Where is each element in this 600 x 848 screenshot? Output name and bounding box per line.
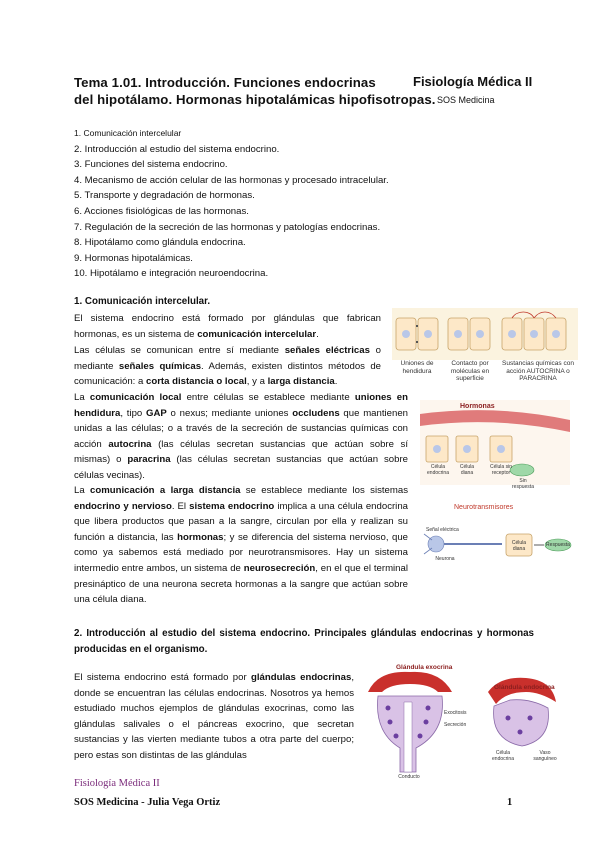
section-2-heading: 2. Introducción al estudio del sistema endocrino. Principales glándulas endocrinas y hormonas producidas en el organismo. (74, 628, 534, 655)
caption-autocrine-paracrine: Sustancias químicas con acción AUTOCRINA o PARACRINA (502, 360, 574, 382)
text-bold: señales eléctricas (284, 345, 370, 356)
page-title (74, 74, 436, 108)
text-bold: señales químicas (118, 360, 202, 372)
footer-author: SOS Medicina - Julia Vega Ortiz (74, 797, 221, 808)
toc-item: 6. Acciones fisiológicas de las hormonas. (74, 205, 249, 217)
figure-glands (360, 662, 560, 784)
text-run: ; y se diferencia del sistema nervioso, que como ya sabemos está mediado por neurotransmisores. Hay un sistema intermedio entre ambos, un sistema de (74, 531, 408, 574)
text-run: La (74, 485, 91, 496)
text-bold: sistema endocrino (189, 500, 275, 512)
caption-gap-junctions: Uniones de hendidura (400, 360, 434, 375)
text-run: (las células secretan sustancias que actúan sobre células vecinas). (74, 454, 408, 481)
text-run: que mantienen unidas a las células; o a través de la secreción de sustancias químicas con acción (74, 407, 408, 450)
label-neurona: Neurona (435, 556, 455, 562)
text-bold: hormonas (177, 531, 224, 543)
text-run: , tipo (120, 407, 147, 419)
toc-item: 10. Hipotálamo e integración neuroendocrina. (74, 268, 269, 280)
text-run: (las células secretan sustancias que actúan sobre sí mismas) o (74, 438, 408, 466)
text-bold: uniones en hendidura (74, 392, 409, 419)
toc-item: 7. Regulación de la secreción de las hormonas y patologías endocrinas. (74, 221, 381, 233)
text-run: . Además, existen distintos métodos de comunicación: a (74, 360, 382, 388)
toc-item: 8. Hipotálamo como glándula endocrina. (74, 237, 246, 249)
text-run: . (334, 376, 338, 388)
label-celula-diana: Célula diana (511, 540, 527, 552)
label-conducto: Conducto (398, 774, 420, 780)
label-secrecion: Secreción (444, 722, 467, 728)
section-1-paragraph-3 (74, 390, 408, 484)
text-run: o nexus; mediante uniones (166, 407, 293, 419)
figure-hormones (420, 400, 570, 490)
text-run: La (74, 392, 90, 403)
figure-cell-junctions (392, 308, 578, 396)
label-celula-diana: Célula diana (459, 464, 475, 476)
footer-subject: Fisiología Médica II (74, 778, 160, 789)
section-1-paragraph-1 (74, 311, 381, 342)
text-run: Las células se comunican entre sí mediante (74, 345, 285, 356)
subject-title: Fisiología Médica II (413, 74, 533, 89)
text-bold: comunicación a larga distancia (90, 485, 241, 496)
title-line-2: del hipotálamo. Hormonas hipotalámicas hipofisotropas. (74, 92, 436, 107)
author-short: SOS Medicina (437, 95, 495, 105)
text-run: se establece mediante los sistemas (240, 485, 408, 496)
text-run: El sistema endocrino está formado por glándulas que fabrican hormonas, es un sistema de (74, 313, 381, 340)
text-bold: occludens (292, 407, 340, 419)
text-bold: larga distancia (267, 376, 335, 388)
figure-neurotransmitters (420, 500, 580, 570)
section-1-paragraph-2 (74, 343, 381, 390)
label-hormonas: Hormonas (460, 403, 495, 410)
toc-item: 5. Transporte y degradación de hormonas. (74, 190, 255, 202)
text-bold: GAP (146, 407, 167, 419)
label-sin-receptor: Célula sin receptor (490, 464, 512, 476)
text-run: implica a una célula endocrina que libera productos que pasan a la sangre, circulan por ella y realizan su función a distancia, las (74, 500, 408, 543)
label-vaso-sanguineo: Vaso sanguíneo (533, 750, 557, 762)
text-run: . El (171, 500, 190, 512)
toc-item: 3. Funciones del sistema endocrino. (74, 159, 228, 171)
text-run: , en el que el terminal presináptico de una neurona secreta hormonas a la sangre que actúan sobre una célula diana. (74, 562, 408, 606)
text-bold: endocrino y nervioso (74, 500, 172, 512)
label-celula-endocrina: Célula endocrina (427, 464, 449, 476)
section-2-paragraph-1 (74, 670, 354, 764)
text-bold: comunicación intercelular (197, 328, 317, 340)
title-line-1: Tema 1.01. Introducción. Funciones endocrinas (74, 75, 376, 90)
text-bold: glándulas endocrinas (251, 672, 352, 683)
text-bold: comunicación local (89, 392, 182, 403)
label-celula-endocrina: Célula endocrina (492, 750, 514, 762)
toc-item: 9. Hormonas hipotalámicas. (74, 252, 193, 264)
toc-item: 2. Introducción al estudio del sistema endocrino. (74, 143, 280, 155)
label-respuesta: Respuesta (546, 542, 570, 548)
label-sin-respuesta: Sin respuesta (512, 478, 534, 490)
text-run: o mediante (74, 345, 381, 372)
text-bold: neurosecreción (243, 562, 316, 574)
text-bold: autocrina (108, 438, 152, 450)
text-run: entre células se establece mediante (181, 392, 355, 403)
toc-item: 1. Comunicación intercelular (74, 128, 182, 138)
text-bold: paracrina (127, 454, 171, 466)
text-run: , donde se encuentran las células endocrinas. Nosotros ya hemos estudiado muchos ejemplos de glándulas exocrinas, como las glándulas salivales o el páncreas exocrino, que secretan sustancias y las vierten mediante tubos a otra parte del cuerpo; pero estas son distintas de las glándulas (74, 672, 354, 761)
text-run: . (316, 328, 319, 340)
section-1-heading: 1. Comunicación intercelular. (74, 296, 211, 307)
label-senal-electrica: Señal eléctrica (426, 527, 459, 533)
label-exocitosis: Exocitosis (444, 710, 467, 716)
table-of-contents (74, 126, 534, 282)
label-glandula-exocrina: Glándula exocrina (396, 664, 453, 671)
toc-item: 4. Mecanismo de acción celular de las hormonas y procesado intracelular. (74, 174, 389, 186)
junctions-illustration (392, 308, 578, 360)
text-run: El sistema endocrino está formado por (74, 672, 251, 683)
page-number: 1 (507, 797, 513, 808)
text-run: , y a (246, 376, 268, 388)
label-glandula-endocrina: Glándula endocrina (494, 684, 555, 691)
label-neurotransmisores: Neurotransmisores (454, 504, 514, 511)
caption-surface-contact: Contacto por moléculas en superficie (450, 360, 490, 382)
text-bold: corta distancia o local (146, 376, 247, 388)
section-1-paragraph-4 (74, 483, 408, 608)
